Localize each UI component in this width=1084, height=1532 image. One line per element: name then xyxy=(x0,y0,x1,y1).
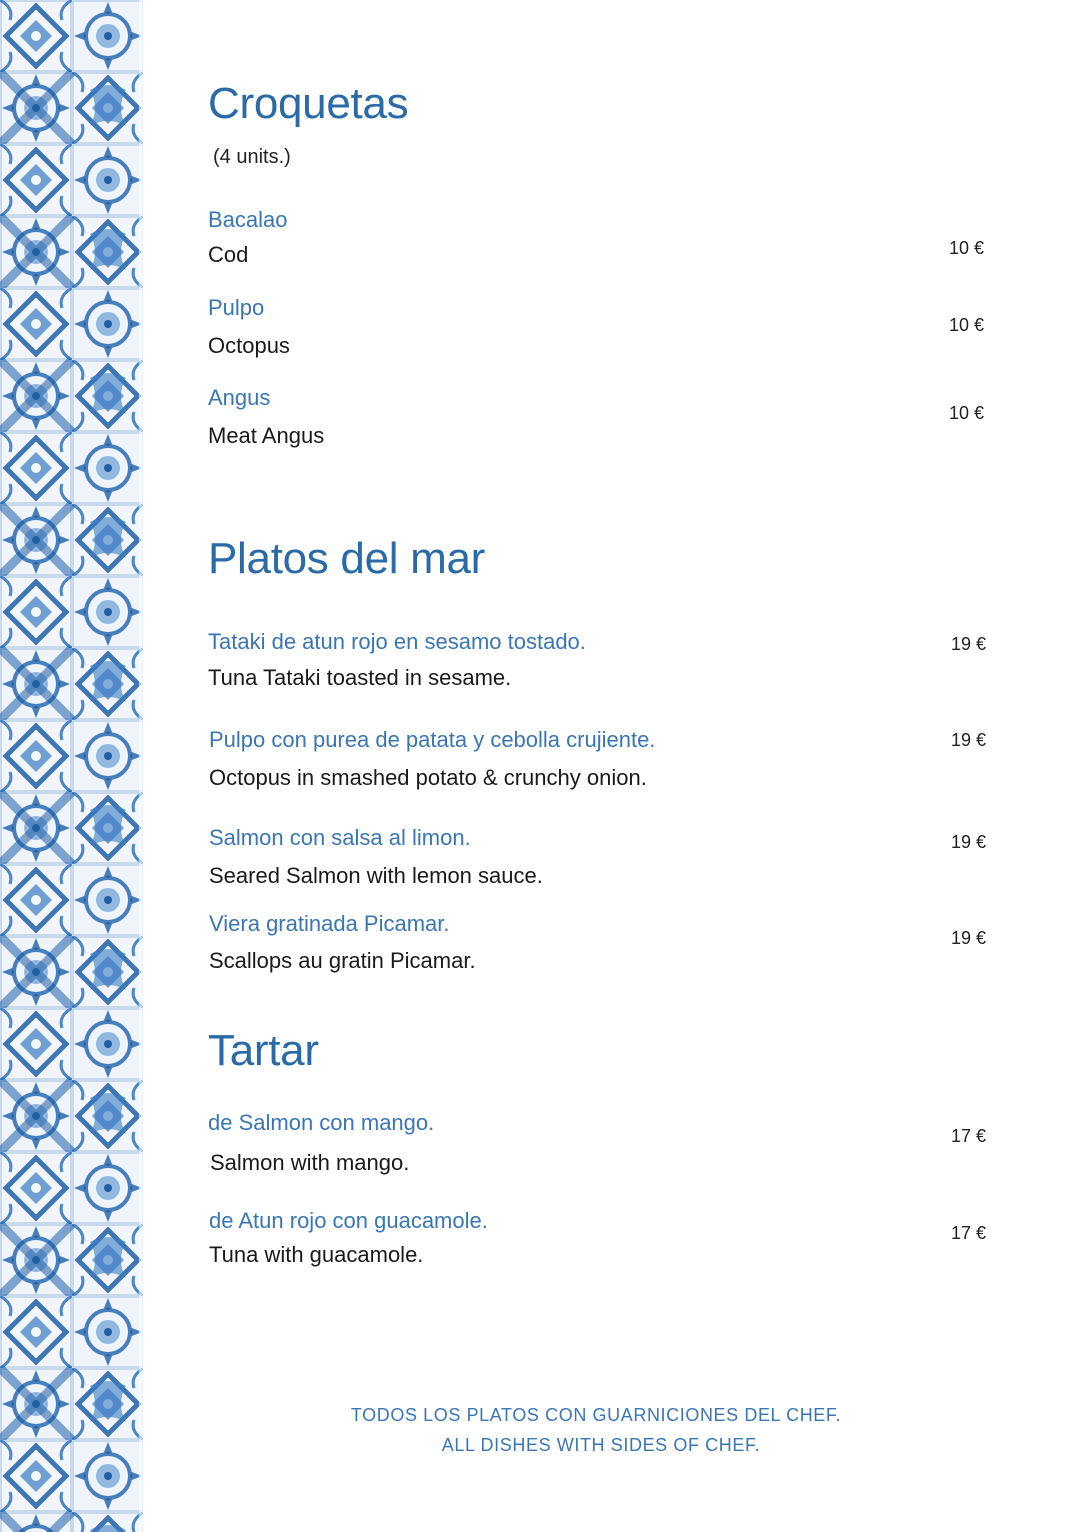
item-en-name: Salmon with mango. xyxy=(210,1150,410,1175)
item-es-name: de Atun rojo con guacamole. xyxy=(209,1208,488,1233)
item-es-name: Salmon con salsa al limon. xyxy=(209,825,471,850)
item-es-name: Viera gratinada Picamar. xyxy=(209,911,450,936)
item-price: 17 € xyxy=(950,1126,986,1146)
item-en-name: Scallops au gratin Picamar. xyxy=(209,948,476,973)
item-es-name: de Salmon con mango. xyxy=(208,1110,435,1135)
item-es-name: Bacalao xyxy=(208,207,288,232)
section-title-tartar: Tartar xyxy=(208,1026,319,1075)
item-en-name: Octopus in smashed potato & crunchy onion. xyxy=(209,765,647,790)
item-price: 10 € xyxy=(948,403,984,423)
item-price: 19 € xyxy=(950,832,986,852)
section-title-platos-del-mar: Platos del mar xyxy=(208,534,486,583)
item-price: 19 € xyxy=(950,928,986,948)
item-es-name: Angus xyxy=(208,385,271,410)
item-price: 10 € xyxy=(948,315,984,335)
item-price: 19 € xyxy=(950,634,986,654)
item-es-name: Pulpo xyxy=(208,295,265,320)
item-en-name: Tuna with guacamole. xyxy=(209,1242,424,1267)
section-note: (4 units.) xyxy=(213,146,291,168)
item-es-name: Pulpo con purea de patata y cebolla crujiente. xyxy=(209,727,656,752)
item-price: 17 € xyxy=(950,1223,986,1243)
item-en-name: Meat Angus xyxy=(208,423,325,448)
footer-note-en: ALL DISHES WITH SIDES OF CHEF. xyxy=(441,1435,761,1455)
item-price: 10 € xyxy=(948,238,984,258)
footer-note-es: TODOS LOS PLATOS CON GUARNICIONES DEL CHEF. xyxy=(350,1405,842,1425)
item-price: 19 € xyxy=(950,730,986,750)
item-en-name: Tuna Tataki toasted in sesame. xyxy=(208,665,512,690)
item-es-name: Tataki de atun rojo en sesamo tostado. xyxy=(208,629,586,654)
section-title-croquetas: Croquetas xyxy=(208,79,409,128)
item-en-name: Cod xyxy=(208,242,249,267)
item-en-name: Octopus xyxy=(208,333,290,358)
item-en-name: Seared Salmon with lemon sauce. xyxy=(209,863,543,888)
